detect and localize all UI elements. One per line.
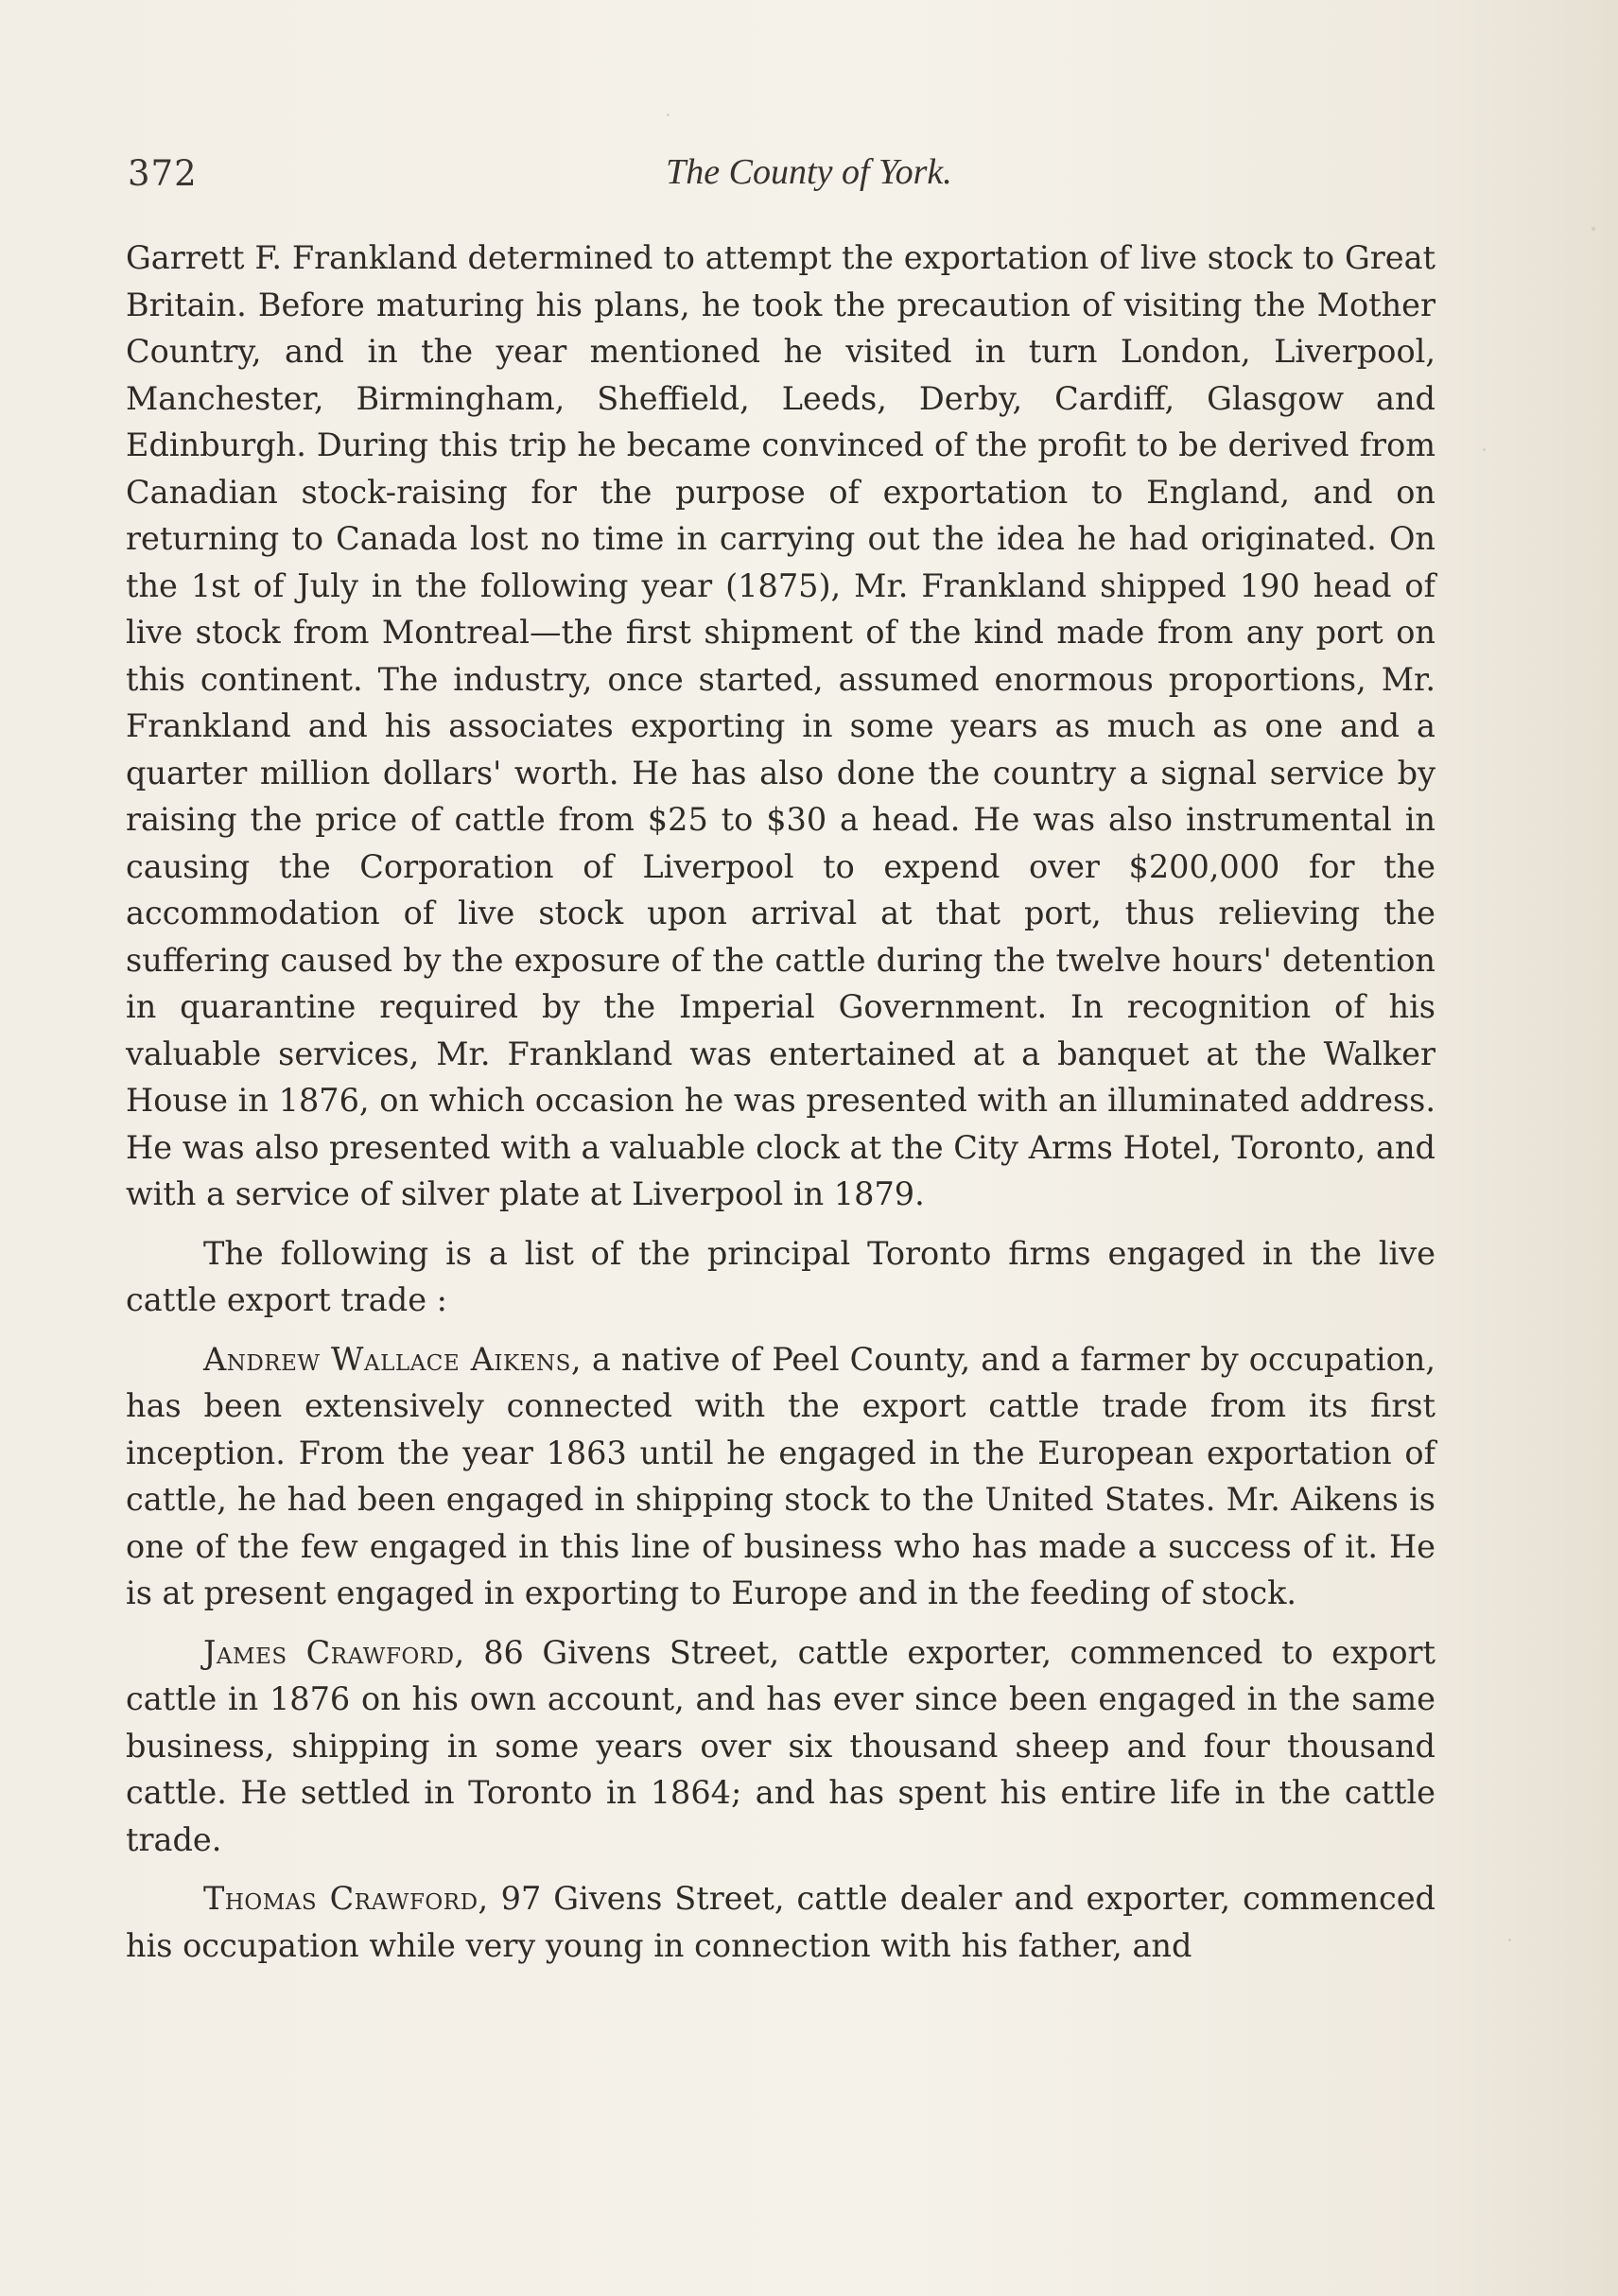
- entry-name: Andrew Wallace Aikens,: [203, 1340, 582, 1378]
- paper-speck: [667, 113, 670, 116]
- running-title: The County of York.: [666, 152, 952, 192]
- paragraph-frankland: Garrett F. Frankland determined to attempt the exportation of live stock to Great Britain. Before maturing his plans, he took the precaution of visiting the Mother Country, and in the year mentioned he visited in turn London, Liverpool, Manchester, Birmingham, Sheffield, Leeds, Derby, Cardiff, Glasgow and Edinburgh. During this trip he became convinced of the profit to be derived from Canadian stock-raising for the purpose of exportation to England, and on returning to Canada lost no time in carrying out the idea he had originated. On the 1st of July in the following year (1875), Mr. Frankland shipped 190 head of live stock from Montreal—the first shipment of the kind made from any port on this continent. The industry, once started, assumed enormous proportions, Mr. Frankland and his associates exporting in some years as much as one and a quarter million dollars' worth. He has also done the country a signal service by raising the price of cattle from $25 to $30 a head. He was also instrumental in causing the Corporation of Liverpool to expend over $200,000 for the accommodation of live stock upon arrival at that port, thus relieving the suffering caused by the exposure of the cattle during the twelve hours' detention in quarantine required by the Imperial Government. In recognition of his valuable services, Mr. Frankland was entertained at a banquet at the Walker House in 1876, on which occasion he was presented with an illuminated address. He was also presented with a valuable clock at the City Arms Hotel, Toronto, and with a service of silver plate at Liverpool in 1879.: [126, 239, 1435, 1212]
- page-number: 372: [128, 153, 198, 194]
- entry-name: Thomas Crawford,: [203, 1880, 489, 1917]
- entry-aikens: [126, 1336, 1435, 1617]
- entry-james-crawford: [126, 1629, 1435, 1864]
- entry-text: 86 Givens Street, cattle exporter, commenced to export cattle in 1876 on his own account, and has ever since been engaged in the same business, shipping in some years over six thousand sheep and four thousand cattle. He settled in Toronto in 1864; and has spent his entire life in the cattle trade.: [126, 1633, 1435, 1858]
- entry-text: a native of Peel County, and a farmer by occupation, has been extensively connected with the export cattle trade from its first inception. From the year 1863 until he engaged in the European exportation of cattle, he had been engaged in shipping stock to the United States. Mr. Aikens is one of the few engaged in this line of business who has made a success of it. He is at present engaged in exporting to Europe and in the feeding of stock.: [126, 1340, 1436, 1611]
- paper-speck: [1508, 1939, 1511, 1941]
- paragraph-list-intro: The following is a list of the principal Toronto firms engaged in the live cattle export trade :: [126, 1234, 1435, 1318]
- entry-name: James Crawford,: [203, 1633, 465, 1671]
- entry-text: 97 Givens Street, cattle dealer and exporter, commenced his occupation while very young in connection with his father, and: [126, 1880, 1435, 1964]
- body-text: [126, 235, 1435, 1969]
- paper-speck: [1592, 227, 1595, 231]
- entry-thomas-crawford: [126, 1875, 1435, 1969]
- paper-speck: [1483, 448, 1486, 451]
